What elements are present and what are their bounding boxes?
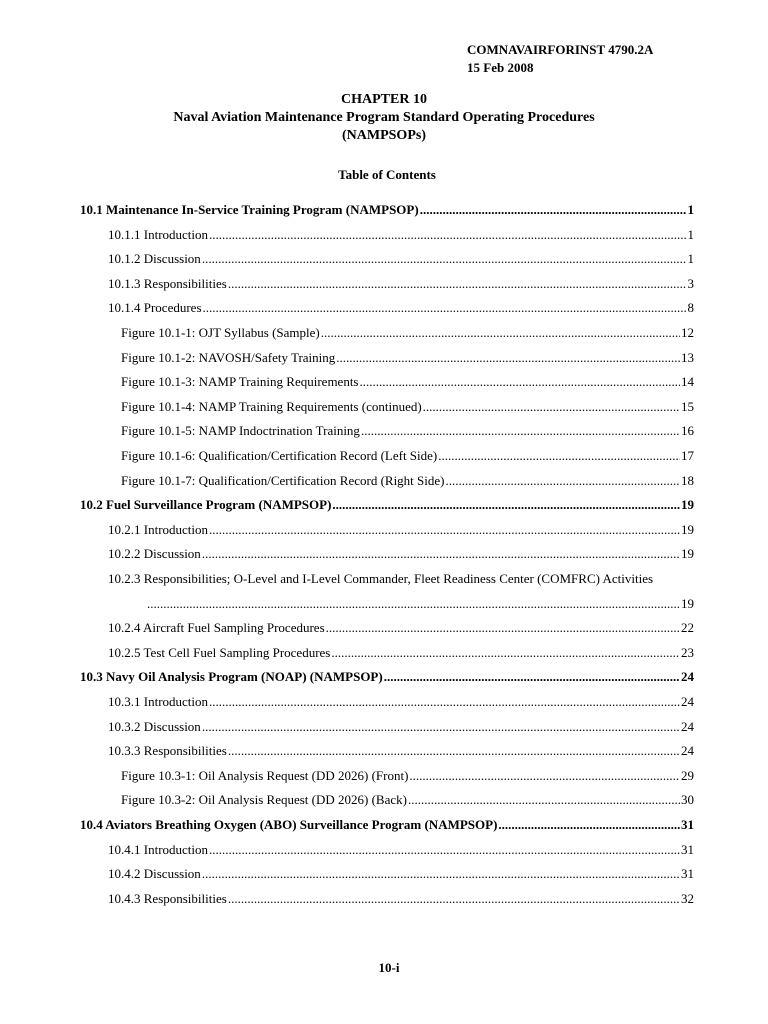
toc-entry-label: 10.2.5 Test Cell Fuel Sampling Procedures [108,644,331,660]
toc-entry-label: 10.3.1 Introduction [108,694,209,709]
toc-entry[interactable] [108,641,694,665]
toc-entry-page: 1 [687,202,694,217]
toc-entry-page: 19 [681,521,694,537]
toc-figure-entry[interactable] [121,370,694,394]
toc-entry[interactable] [108,542,694,566]
toc-entry-label: 10.3.3 Responsibilities [108,743,227,759]
dot-leader [361,419,680,443]
toc-entry-page: 19 [681,497,694,513]
dot-leader [228,739,680,763]
toc-entry-page: 29 [681,767,694,783]
dot-leader [203,296,687,320]
toc-entry-label: 10.1 Maintenance In-Service Training Program (NAMPSOP) [80,202,419,217]
toc-entry-page: 19 [681,546,694,562]
toc-entry-label: 10.1.2 Discussion [108,251,201,267]
toc-figure-entry[interactable] [121,346,694,370]
chapter-number: CHAPTER 10 [341,92,427,107]
toc-entry[interactable] [108,272,694,296]
toc-entry-page: 1 [687,251,694,267]
toc-entry-page: 24 [681,743,694,759]
toc-entry-page: 18 [681,472,694,488]
toc-entry-page: 24 [681,694,694,709]
dot-leader [147,592,680,616]
toc-figure-entry[interactable] [121,395,694,419]
dot-leader [202,247,687,271]
document-reference [467,41,653,77]
toc-entry-page: 3 [687,275,694,291]
toc-entry-label: 10.4.2 Discussion [108,866,201,882]
dot-leader [360,370,681,394]
dot-leader [228,887,680,911]
toc-entry-label: 10.1.4 Procedures [108,300,202,316]
toc-entry[interactable] [108,296,694,320]
toc-entry-page: 8 [687,300,694,316]
toc-entry-page: 14 [681,374,694,390]
toc-entry-label: 10.2.2 Discussion [108,546,201,562]
toc-entry-page: 32 [681,890,694,906]
dot-leader [423,395,680,419]
toc-entry-label: 10.1.3 Responsibilities [108,275,227,291]
toc-entry-page[interactable]: 19 [681,595,694,611]
dot-leader [336,346,680,370]
page-number: 10-i [378,960,400,975]
toc-entry-page: 24 [681,669,694,685]
toc-entry[interactable] [108,862,694,886]
toc-entry-page: 24 [681,718,694,734]
dot-leader [498,813,680,837]
toc-entry-page: 30 [681,792,694,808]
toc-entry[interactable] [108,690,694,714]
toc-entry[interactable] [108,223,694,247]
toc-section-entry[interactable] [80,198,694,222]
toc-entry[interactable] [108,838,694,862]
dot-leader [228,272,687,296]
toc-figure-entry[interactable] [121,788,694,812]
toc-entry-page: 16 [681,423,694,439]
toc-entry-label: Figure 10.1-6: Qualification/Certification Record (Left Side) [121,448,438,463]
toc-entry-label: Figure 10.1-5: NAMP Indoctrination Training [121,423,360,439]
toc-entry-page: 15 [681,398,694,414]
toc-entry-label: 10.3 Navy Oil Analysis Program (NOAP) (NAMPSOP) [80,669,383,685]
toc-entry-label: Figure 10.1-1: OJT Syllabus (Sample) [121,325,320,340]
toc-entry-label: 10.4.1 Introduction [108,841,209,857]
toc-figure-entry[interactable] [121,469,694,493]
document-date: 15 Feb 2008 [467,60,534,75]
toc-section-entry[interactable] [80,665,694,689]
document-id: COMNAVAIRFORINST 4790.2A [467,42,654,57]
toc-entry-label[interactable]: 10.2.3 Responsibilities; O-Level and I-Level Commander, Fleet Readiness Center (COMFRC) Activities [108,571,654,586]
dot-leader [209,518,680,542]
toc-figure-entry[interactable] [121,419,694,443]
toc-entry-label: Figure 10.3-1: Oil Analysis Request (DD 2026) (Front) [121,767,409,783]
toc-figure-entry[interactable] [121,764,694,788]
dot-leader [202,715,680,739]
dot-leader [408,788,680,812]
dot-leader [332,493,680,517]
chapter-heading [0,91,768,145]
dot-leader [384,665,680,689]
toc-entry-label: 10.2 Fuel Surveillance Program (NAMPSOP) [80,497,332,513]
toc-entry-page: 13 [681,349,694,365]
toc-entry-label: 10.1.1 Introduction [108,226,209,242]
dot-leader [409,764,680,788]
toc-entry[interactable] [108,247,694,271]
toc-entry-page: 23 [681,644,694,660]
toc-entry-page: 31 [681,841,694,857]
toc-entry-label: Figure 10.3-2: Oil Analysis Request (DD 2026) (Back) [121,792,407,808]
dot-leader [202,542,680,566]
dot-leader [420,198,687,222]
chapter-title-line2: (NAMPSOPs) [342,128,426,143]
toc-entry[interactable] [108,887,694,911]
toc-entry-label: Figure 10.1-3: NAMP Training Requirements [121,374,359,390]
dot-leader [331,641,680,665]
toc-entry-page: 31 [681,817,694,832]
toc-entry-label: 10.3.2 Discussion [108,718,201,734]
toc-entry[interactable] [108,715,694,739]
dot-leader [326,616,680,640]
dot-leader [209,690,680,714]
dot-leader [209,223,686,247]
toc-entry[interactable] [146,592,694,616]
dot-leader [202,862,680,886]
toc-entry-page: 17 [681,448,694,463]
toc-entry-page: 1 [687,226,694,242]
toc-entry-page: 12 [681,325,694,340]
toc-entry-label: Figure 10.1-2: NAVOSH/Safety Training [121,349,336,365]
toc-entry-label: 10.2.1 Introduction [108,521,209,537]
toc-heading: Table of Contents [338,167,436,182]
toc-entry[interactable] [108,616,694,640]
toc-entry-label: 10.4 Aviators Breathing Oxygen (ABO) Surveillance Program (NAMPSOP) [80,817,498,832]
toc-section-entry[interactable] [80,813,694,837]
chapter-title-line1: Naval Aviation Maintenance Program Standard Operating Procedures [173,110,595,125]
toc-section-entry[interactable] [80,493,694,517]
dot-leader [445,469,680,493]
toc-figure-entry[interactable] [121,321,694,345]
toc-entry[interactable] [108,739,694,763]
toc-entry-label: 10.4.3 Responsibilities [108,890,227,906]
toc-entry-label: Figure 10.1-4: NAMP Training Requirements (continued) [121,398,422,414]
toc-entry-label: Figure 10.1-7: Qualification/Certification Record (Right Side) [121,472,445,488]
toc-entry-page: 31 [681,866,694,882]
dot-leader [209,838,680,862]
toc-entry-page: 22 [681,620,694,636]
toc-figure-entry[interactable] [121,444,694,468]
toc-entry-label: 10.2.4 Aircraft Fuel Sampling Procedures [108,620,325,636]
dot-leader [438,444,680,468]
dot-leader [321,321,680,345]
toc-entry[interactable] [108,518,694,542]
